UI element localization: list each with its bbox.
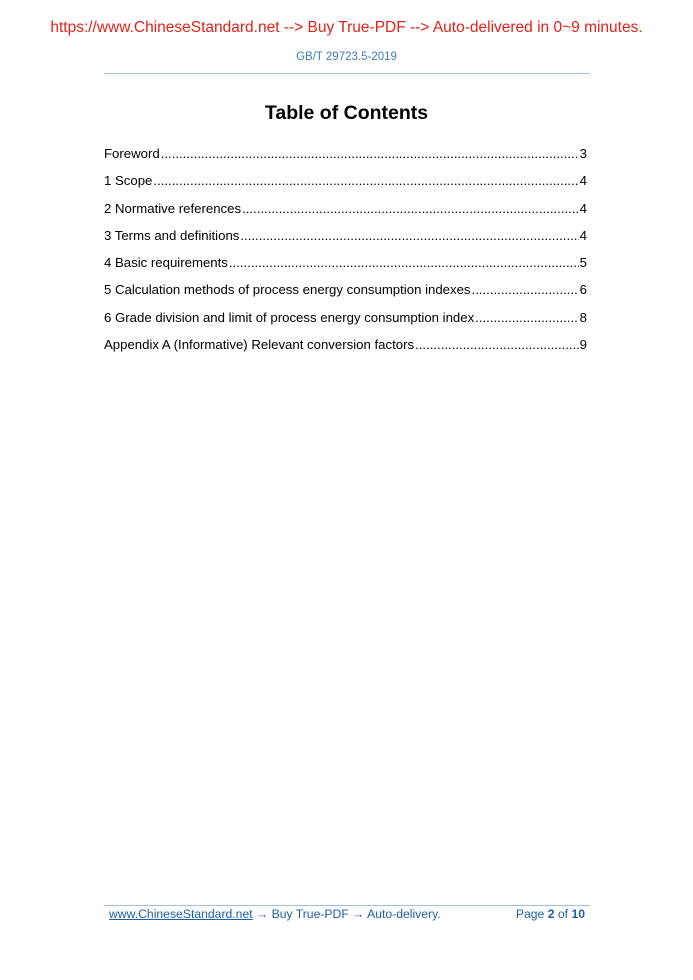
page-title: Table of Contents xyxy=(264,102,429,124)
toc-entry-label: Foreword xyxy=(104,146,160,161)
toc-entry-label: 6 Grade division and limit of process energy consumption index xyxy=(104,309,475,325)
toc-dot-leader xyxy=(415,336,579,354)
toc-entry-page: 6 xyxy=(579,282,587,298)
header-divider xyxy=(104,73,590,74)
footer-promo-text: → Buy True-PDF → Auto-delivery. xyxy=(252,907,441,921)
toc-entry-label: 5 Calculation methods of process energy consumption indexes xyxy=(104,282,471,298)
toc-entry-foreword[interactable] xyxy=(104,145,587,172)
toc-dot-leader xyxy=(242,200,579,218)
page-of: of xyxy=(557,907,569,921)
toc-dot-leader xyxy=(472,281,579,299)
toc-entry-label: 2 Normative references xyxy=(104,200,242,216)
document-code: GB/T 29723.5-2019 xyxy=(296,51,397,63)
toc-entry-appendix-a[interactable] xyxy=(104,336,587,363)
toc-entry-page: 8 xyxy=(579,309,587,325)
footer-divider xyxy=(104,905,590,906)
toc-dot-leader xyxy=(229,254,579,272)
page-current: 2 xyxy=(547,907,555,921)
toc-entry-label: 4 Basic requirements xyxy=(104,255,228,271)
toc-entry-page: 4 xyxy=(579,173,587,189)
footer-site-link[interactable]: www.ChineseStandard.net xyxy=(109,907,253,921)
toc-entry-calculation-methods[interactable] xyxy=(104,281,587,308)
toc-dot-leader xyxy=(240,227,578,245)
promo-banner[interactable]: https://www.ChineseStandard.net --> Buy True-PDF --> Auto-delivered in 0~9 minutes. xyxy=(50,19,643,36)
toc-entry-basic-requirements[interactable] xyxy=(104,254,587,281)
page-total: 10 xyxy=(571,907,585,921)
footer-promo xyxy=(109,907,441,921)
toc-entry-terms-and-definitions[interactable] xyxy=(104,227,587,254)
toc-entry-page: 5 xyxy=(579,255,587,271)
toc-entry-page: 3 xyxy=(579,146,587,161)
toc-entry-page: 4 xyxy=(579,200,587,216)
toc-entry-normative-references[interactable] xyxy=(104,200,587,227)
toc-entry-grade-division[interactable] xyxy=(104,309,587,336)
toc-entry-label: 1 Scope xyxy=(104,173,153,189)
toc-list xyxy=(104,145,587,363)
toc-entry-label: 3 Terms and definitions xyxy=(104,227,240,243)
toc-entry-page: 4 xyxy=(579,227,587,243)
toc-dot-leader xyxy=(153,172,578,190)
toc-entry-page: 9 xyxy=(579,337,587,353)
toc-entry-scope[interactable] xyxy=(104,172,587,199)
toc-entry-label: Appendix A (Informative) Relevant conversion factors xyxy=(104,337,415,353)
toc-dot-leader xyxy=(161,145,579,163)
toc-dot-leader xyxy=(475,309,578,327)
page-number xyxy=(516,907,585,921)
page-prefix: Page xyxy=(515,907,545,921)
